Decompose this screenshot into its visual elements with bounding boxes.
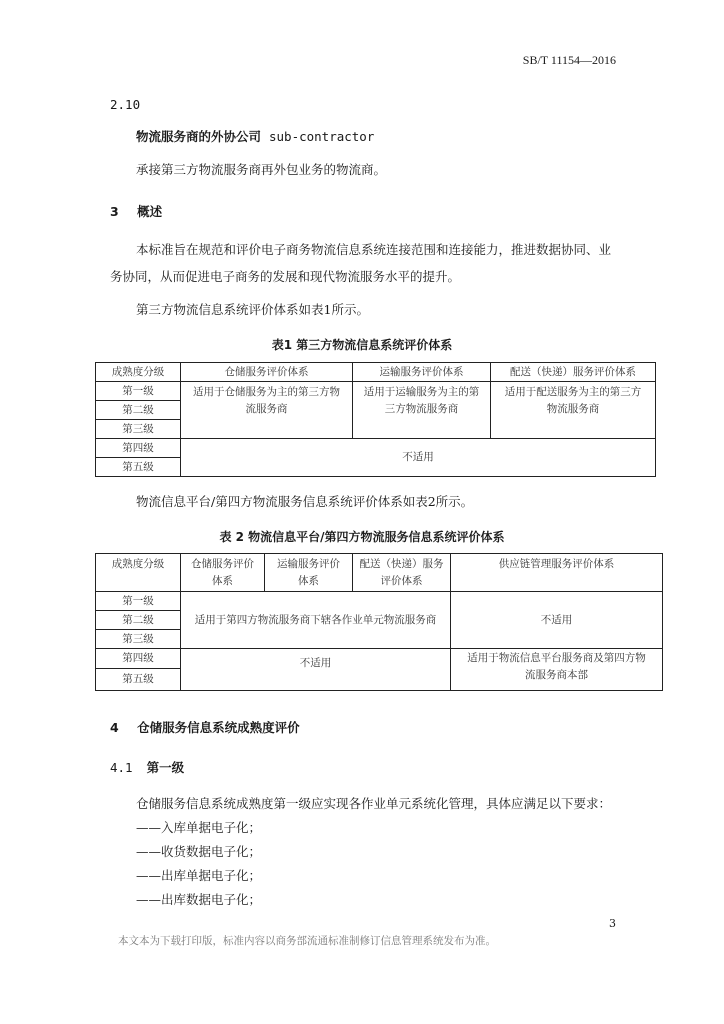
- term-chinese: 物流服务商的外协公司: [136, 129, 262, 144]
- table2-header-transport-line2: 体系: [298, 574, 319, 587]
- table1-header-delivery: 配送（快递）服务评价体系: [491, 363, 656, 382]
- table1-level-4: 第四级: [96, 439, 181, 458]
- table2-header-level: 成熟度分级: [96, 554, 181, 592]
- section-4-1-intro: 仓储服务信息系统成熟度第一级应实现各作业单元系统化管理，具体应满足以下要求：: [136, 796, 612, 811]
- table2-level-2: 第二级: [96, 611, 181, 630]
- table1-reference: 第三方物流信息系统评价体系如表1所示。: [136, 302, 369, 317]
- section-3-title: 概述: [137, 204, 163, 219]
- table1-warehouse-line1: 适用于仓储服务为主的第三方物: [193, 386, 340, 398]
- table2-header-warehouse: [181, 554, 265, 592]
- table2-cell-applies-123: 适用于第四方物流服务商下辖各作业单元物流服务商: [181, 592, 451, 649]
- table2-applies-45-line2: 流服务商本部: [525, 669, 588, 681]
- table2: [95, 553, 663, 691]
- table1-cell-delivery: [491, 382, 656, 439]
- table2-level-5: 第五级: [96, 669, 181, 691]
- table1-delivery-line1: 适用于配送服务为主的第三方: [504, 386, 642, 398]
- table2-applies-45-line1: 适用于物流信息平台服务商及第四方物: [467, 652, 646, 664]
- term-heading: [136, 127, 374, 145]
- table2-cell-supply-na: 不适用: [451, 592, 663, 649]
- table1-transport-line1: 适用于运输服务为主的第: [363, 386, 480, 398]
- table1-header-level: 成熟度分级: [96, 363, 181, 382]
- table1-warehouse-line2: 流服务商: [245, 403, 288, 415]
- term-definition: 承接第三方物流服务商再外包业务的物流商。: [136, 162, 387, 177]
- table2-reference: 物流信息平台/第四方物流服务信息系统评价体系如表2所示。: [136, 494, 474, 509]
- term-english: sub-contractor: [269, 129, 375, 144]
- section-3-number: 3: [110, 204, 119, 219]
- section-4-title: 仓储服务信息系统成熟度评价: [137, 720, 300, 735]
- table2-caption: 表 2 物流信息平台/第四方物流服务信息系统评价体系: [219, 530, 505, 544]
- table2-header-warehouse-line2: 体系: [212, 574, 233, 587]
- table1-transport-line2: 三方物流服务商: [384, 403, 459, 415]
- footer-disclaimer: 本文本为下载打印版，标准内容以商务部流通标准制修订信息管理系统发布为准。: [118, 935, 496, 947]
- requirement-item-4: ——出库数据电子化；: [136, 892, 262, 907]
- section-2-10-number: 2.10: [110, 97, 141, 112]
- requirement-item-2: ——收货数据电子化；: [136, 844, 262, 859]
- table2-header-supply-chain: 供应链管理服务评价体系: [451, 554, 663, 592]
- table2-cell-applies-45: [451, 649, 663, 691]
- table1-cell-not-applicable: 不适用: [181, 439, 656, 477]
- table1-caption: 表1 第三方物流信息系统评价体系: [271, 338, 453, 352]
- section-4-heading: [110, 718, 300, 736]
- requirement-item-1: ——入库单据电子化；: [136, 820, 262, 835]
- table1-level-1: 第一级: [96, 382, 181, 401]
- table2-header-delivery-line2: 评价体系: [380, 574, 423, 587]
- table2-header-warehouse-line1: 仓储服务评价: [191, 557, 254, 570]
- section-4-1-title: 第一级: [146, 760, 185, 775]
- section-4-number: 4: [110, 720, 119, 735]
- table2-level-1: 第一级: [96, 592, 181, 611]
- overview-para-line2: 务协同，从而促进电子商务的发展和现代物流服务水平的提升。: [110, 269, 461, 284]
- table1-delivery-line2: 物流服务商: [546, 403, 600, 415]
- requirement-item-3: ——出库单据电子化；: [136, 868, 262, 883]
- table2-header-transport-line1: 运输服务评价: [277, 557, 340, 570]
- overview-para-line1: 本标准旨在规范和评价电子商务物流信息系统连接范围和连接能力，推进数据协同、业: [136, 242, 612, 257]
- table1-level-3: 第三级: [96, 420, 181, 439]
- table1: [95, 362, 656, 477]
- section-4-1-heading: [110, 758, 184, 776]
- table2-header-delivery: [353, 554, 451, 592]
- table1-level-5: 第五级: [96, 458, 181, 477]
- table2-header-delivery-line1: 配送（快递）服务: [359, 557, 444, 570]
- table2-level-3: 第三级: [96, 630, 181, 649]
- page-number: 3: [609, 917, 616, 930]
- table1-header-transport: 运输服务评价体系: [353, 363, 491, 382]
- table1-header-warehouse: 仓储服务评价体系: [181, 363, 353, 382]
- table1-cell-warehouse: [181, 382, 353, 439]
- table2-level-4: 第四级: [96, 649, 181, 669]
- table2-cell-na-45: 不适用: [181, 649, 451, 691]
- section-3-heading: [110, 202, 162, 220]
- document-code: SB/T 11154—2016: [522, 53, 616, 67]
- section-4-1-number: 4.1: [110, 760, 133, 775]
- table1-level-2: 第二级: [96, 401, 181, 420]
- table1-cell-transport: [353, 382, 491, 439]
- table2-header-transport: [265, 554, 353, 592]
